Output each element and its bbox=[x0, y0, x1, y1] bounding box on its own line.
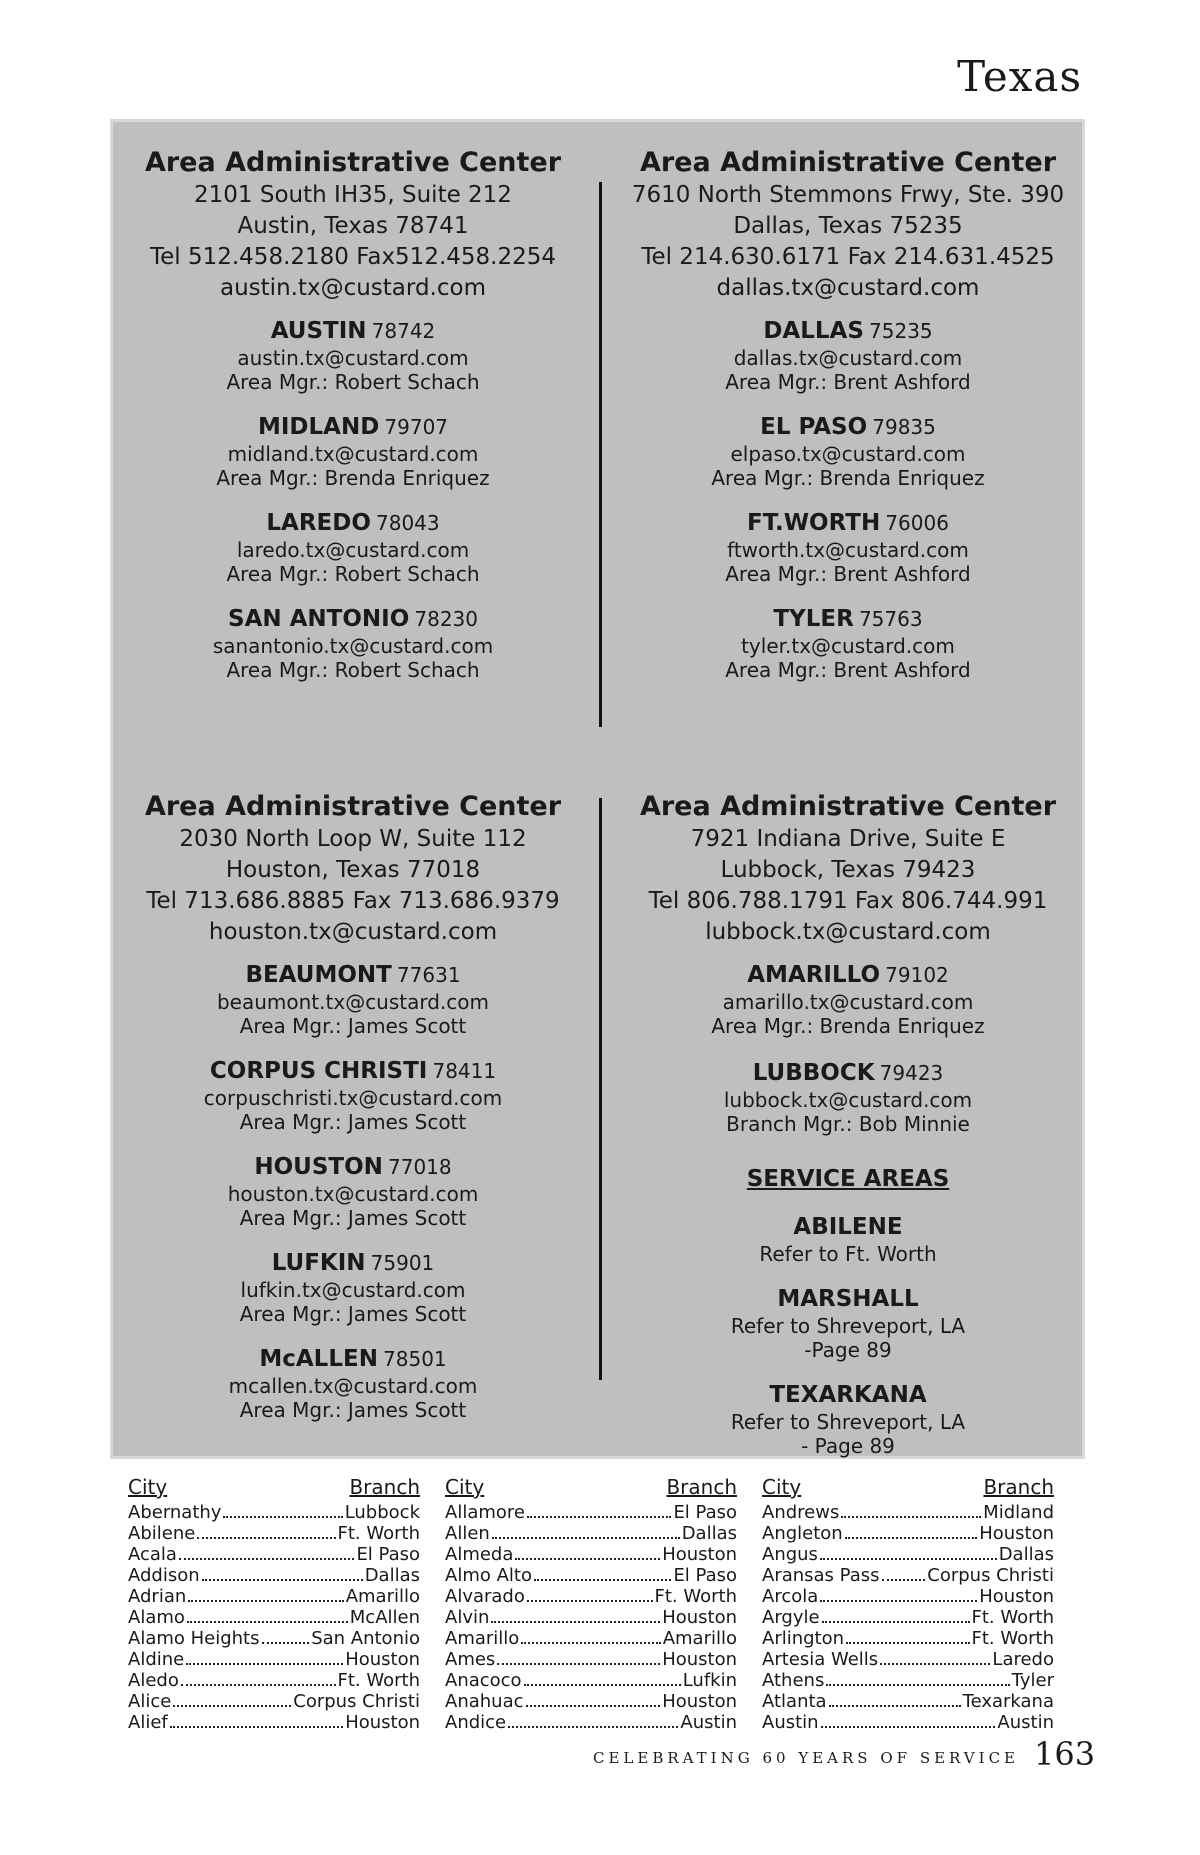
index-city: Abilene bbox=[128, 1523, 196, 1544]
dot-leader bbox=[497, 1663, 660, 1665]
index-branch: Ft. Worth bbox=[971, 1628, 1054, 1649]
lubbock-region bbox=[608, 790, 1088, 1476]
index-row bbox=[128, 1523, 420, 1544]
index-header bbox=[445, 1474, 737, 1500]
dot-leader bbox=[186, 1663, 343, 1665]
branch-manager: Area Mgr.: Robert Schach bbox=[226, 562, 480, 586]
index-row bbox=[128, 1670, 420, 1691]
index-branch: Midland bbox=[983, 1502, 1054, 1523]
index-row bbox=[445, 1649, 737, 1670]
branch-manager: Area Mgr.: Brenda Enriquez bbox=[711, 466, 985, 490]
admin-center-title: Area Administrative Center bbox=[144, 791, 562, 822]
page-number: 163 bbox=[1034, 1735, 1096, 1773]
branch-name: McALLEN bbox=[259, 1346, 378, 1372]
branch-name: LAREDO bbox=[266, 510, 371, 536]
index-city: Austin bbox=[762, 1712, 819, 1733]
admin-center bbox=[113, 146, 593, 304]
index-city: Arlington bbox=[762, 1628, 845, 1649]
index-branch: Dallas bbox=[364, 1565, 420, 1586]
branch-office bbox=[113, 414, 593, 490]
dot-leader bbox=[841, 1516, 981, 1518]
index-row bbox=[445, 1523, 737, 1544]
admin-center bbox=[608, 146, 1088, 304]
index-city: Angleton bbox=[762, 1523, 843, 1544]
dot-leader bbox=[515, 1558, 660, 1560]
service-areas-heading: SERVICE AREAS bbox=[746, 1166, 950, 1192]
dot-leader bbox=[223, 1516, 342, 1518]
branch-name: TYLER bbox=[773, 606, 854, 632]
dot-leader bbox=[880, 1663, 990, 1665]
index-branch: Tyler bbox=[1011, 1670, 1054, 1691]
admin-center-email: lubbock.tx@custard.com bbox=[705, 919, 991, 945]
branch-zip: 75763 bbox=[858, 607, 923, 631]
service-area bbox=[608, 1212, 1088, 1266]
dot-leader bbox=[170, 1726, 343, 1728]
austin-region bbox=[113, 146, 593, 702]
branch-office-heading bbox=[608, 318, 1088, 346]
dot-leader bbox=[526, 1705, 661, 1707]
service-area bbox=[608, 1380, 1088, 1458]
index-city: Alamo Heights bbox=[128, 1628, 260, 1649]
dot-leader bbox=[846, 1642, 969, 1644]
dot-leader bbox=[829, 1705, 961, 1707]
index-branch: Houston bbox=[662, 1691, 737, 1712]
admin-center-phone: Tel 512.458.2180 Fax512.458.2254 bbox=[149, 244, 557, 270]
dot-leader bbox=[524, 1684, 681, 1686]
branch-name: AUSTIN bbox=[270, 318, 367, 344]
admin-center-address: 2101 South IH35, Suite 212 bbox=[194, 182, 512, 208]
offices-panel bbox=[110, 119, 1085, 1459]
branch-manager: Area Mgr.: Brent Ashford bbox=[725, 658, 971, 682]
branch-name: CORPUS CHRISTI bbox=[209, 1058, 428, 1084]
branch-office-heading bbox=[113, 606, 593, 634]
city-index-column bbox=[445, 1474, 737, 1733]
index-branch: Houston bbox=[662, 1649, 737, 1670]
index-branch: Houston bbox=[345, 1649, 420, 1670]
index-branch: Houston bbox=[979, 1586, 1054, 1607]
branch-email: elpaso.tx@custard.com bbox=[730, 442, 966, 466]
branch-name: FT.WORTH bbox=[747, 510, 881, 536]
admin-center-city: Dallas, Texas 75235 bbox=[733, 213, 963, 239]
index-header bbox=[128, 1474, 420, 1500]
branch-email: laredo.tx@custard.com bbox=[236, 538, 470, 562]
index-branch: El Paso bbox=[673, 1565, 737, 1586]
index-row bbox=[762, 1523, 1054, 1544]
index-branch: Ft. Worth bbox=[971, 1607, 1054, 1628]
service-area-note: Refer to Ft. Worth bbox=[759, 1242, 937, 1266]
branch-office bbox=[113, 606, 593, 682]
branch-email: amarillo.tx@custard.com bbox=[722, 990, 974, 1014]
index-city: Alice bbox=[128, 1691, 172, 1712]
branch-office-heading bbox=[113, 1058, 593, 1086]
branch-office bbox=[113, 1346, 593, 1422]
branch-office bbox=[608, 510, 1088, 586]
branch-office-heading bbox=[113, 1346, 593, 1374]
branch-column-header: Branch bbox=[666, 1475, 737, 1499]
dot-leader bbox=[188, 1600, 343, 1602]
branch-office bbox=[608, 414, 1088, 490]
index-city: Alvarado bbox=[445, 1586, 525, 1607]
admin-center-title: Area Administrative Center bbox=[639, 791, 1057, 822]
branch-office-heading bbox=[608, 606, 1088, 634]
service-area-note: Refer to Shreveport, LA bbox=[730, 1410, 966, 1434]
index-header bbox=[762, 1474, 1054, 1500]
dot-leader bbox=[882, 1579, 926, 1581]
service-area-name: MARSHALL bbox=[777, 1286, 919, 1312]
index-city: Anahuac bbox=[445, 1691, 524, 1712]
index-branch: Corpus Christi bbox=[293, 1691, 420, 1712]
branch-manager: Area Mgr.: James Scott bbox=[239, 1302, 467, 1326]
index-branch: Dallas bbox=[681, 1523, 737, 1544]
index-branch: Ft. Worth bbox=[654, 1586, 737, 1607]
index-branch: Houston bbox=[345, 1712, 420, 1733]
index-branch: Houston bbox=[979, 1523, 1054, 1544]
index-row bbox=[128, 1544, 420, 1565]
branch-office bbox=[608, 318, 1088, 394]
index-row bbox=[445, 1628, 737, 1649]
service-area-name: ABILENE bbox=[793, 1214, 903, 1240]
dot-leader bbox=[527, 1516, 671, 1518]
dot-leader bbox=[820, 1600, 977, 1602]
service-area-note: - Page 89 bbox=[801, 1434, 895, 1458]
dot-leader bbox=[508, 1726, 678, 1728]
admin-center-address: 7610 North Stemmons Frwy, Ste. 390 bbox=[631, 182, 1065, 208]
index-row bbox=[762, 1565, 1054, 1586]
dot-leader bbox=[173, 1705, 291, 1707]
branch-email: tyler.tx@custard.com bbox=[741, 634, 955, 658]
branch-manager: Area Mgr.: James Scott bbox=[239, 1110, 467, 1134]
branch-email: mcallen.tx@custard.com bbox=[228, 1374, 478, 1398]
branch-zip: 78742 bbox=[371, 319, 436, 343]
branch-manager: Area Mgr.: Brent Ashford bbox=[725, 562, 971, 586]
page-title: Texas bbox=[957, 52, 1082, 101]
index-row bbox=[128, 1628, 420, 1649]
index-city: Almo Alto bbox=[445, 1565, 532, 1586]
dot-leader bbox=[826, 1684, 1009, 1686]
index-branch: Lufkin bbox=[682, 1670, 737, 1691]
houston-region bbox=[113, 790, 593, 1442]
branch-manager: Area Mgr.: James Scott bbox=[239, 1014, 467, 1038]
admin-center-phone: Tel 713.686.8885 Fax 713.686.9379 bbox=[146, 888, 560, 914]
index-row bbox=[445, 1607, 737, 1628]
branch-manager: Area Mgr.: Brenda Enriquez bbox=[216, 466, 490, 490]
index-city: Amarillo bbox=[445, 1628, 520, 1649]
admin-center-phone: Tel 806.788.1791 Fax 806.744.991 bbox=[648, 888, 1048, 914]
index-row bbox=[128, 1586, 420, 1607]
index-city: Anacoco bbox=[445, 1670, 522, 1691]
branch-name: HOUSTON bbox=[254, 1154, 383, 1180]
index-row bbox=[762, 1544, 1054, 1565]
branch-office-heading bbox=[113, 962, 593, 990]
branch-zip: 78230 bbox=[414, 607, 478, 631]
index-city: Angus bbox=[762, 1544, 818, 1565]
index-branch: Laredo bbox=[992, 1649, 1054, 1670]
city-index-column bbox=[128, 1474, 420, 1733]
index-city: Almeda bbox=[445, 1544, 514, 1565]
branch-zip: 78043 bbox=[376, 511, 440, 535]
index-row bbox=[445, 1586, 737, 1607]
branch-office-heading bbox=[113, 1154, 593, 1182]
service-area-note: Refer to Shreveport, LA bbox=[730, 1314, 966, 1338]
branch-zip: 79835 bbox=[872, 415, 936, 439]
column-divider bbox=[599, 798, 602, 1380]
branch-email: lubbock.tx@custard.com bbox=[723, 1088, 973, 1112]
index-branch: Austin bbox=[680, 1712, 737, 1733]
index-row bbox=[445, 1691, 737, 1712]
admin-center-email: houston.tx@custard.com bbox=[208, 919, 498, 945]
index-city: Acala bbox=[128, 1544, 177, 1565]
index-row bbox=[762, 1670, 1054, 1691]
branch-name: SAN ANTONIO bbox=[228, 606, 410, 632]
branch-manager: Area Mgr.: James Scott bbox=[239, 1398, 467, 1422]
index-branch: San Antonio bbox=[311, 1628, 420, 1649]
index-branch: Corpus Christi bbox=[927, 1565, 1054, 1586]
index-city: Alvin bbox=[445, 1607, 490, 1628]
dot-leader bbox=[181, 1684, 336, 1686]
index-city: Andice bbox=[445, 1712, 507, 1733]
dot-leader bbox=[820, 1558, 997, 1560]
index-branch: Dallas bbox=[998, 1544, 1054, 1565]
index-row bbox=[762, 1607, 1054, 1628]
index-branch: El Paso bbox=[356, 1544, 420, 1565]
dallas-region bbox=[608, 146, 1088, 702]
index-row bbox=[762, 1649, 1054, 1670]
index-branch: McAllen bbox=[349, 1607, 420, 1628]
branch-email: beaumont.tx@custard.com bbox=[216, 990, 490, 1014]
index-branch: Ft. Worth bbox=[337, 1523, 420, 1544]
index-row bbox=[128, 1565, 420, 1586]
index-branch: Houston bbox=[662, 1544, 737, 1565]
city-column-header: City bbox=[445, 1475, 485, 1499]
branch-email: corpuschristi.tx@custard.com bbox=[203, 1086, 503, 1110]
city-column-header: City bbox=[128, 1475, 168, 1499]
index-city: Aledo bbox=[128, 1670, 179, 1691]
branch-column-header: Branch bbox=[983, 1475, 1054, 1499]
branch-office bbox=[608, 1060, 1088, 1136]
index-row bbox=[128, 1649, 420, 1670]
branch-name: DALLAS bbox=[763, 318, 864, 344]
dot-leader bbox=[521, 1642, 660, 1644]
service-area-name: TEXARKANA bbox=[769, 1382, 927, 1408]
branch-office-heading bbox=[113, 414, 593, 442]
branch-zip: 76006 bbox=[885, 511, 949, 535]
branch-name: AMARILLO bbox=[747, 962, 881, 988]
index-row bbox=[762, 1586, 1054, 1607]
branch-manager: Branch Mgr.: Bob Minnie bbox=[726, 1112, 970, 1136]
branch-name: BEAUMONT bbox=[245, 962, 392, 988]
index-row bbox=[128, 1607, 420, 1628]
index-branch: Austin bbox=[997, 1712, 1054, 1733]
dot-leader bbox=[179, 1558, 354, 1560]
index-row bbox=[445, 1712, 737, 1733]
admin-center-email: dallas.tx@custard.com bbox=[716, 275, 980, 301]
index-branch: Texarkana bbox=[962, 1691, 1054, 1712]
dot-leader bbox=[821, 1726, 996, 1728]
index-row bbox=[762, 1502, 1054, 1523]
index-city: Allen bbox=[445, 1523, 490, 1544]
admin-center-address: 2030 North Loop W, Suite 112 bbox=[179, 826, 527, 852]
index-city: Addison bbox=[128, 1565, 200, 1586]
index-row bbox=[445, 1565, 737, 1586]
index-city: Alief bbox=[128, 1712, 168, 1733]
admin-center-city: Austin, Texas 78741 bbox=[237, 213, 469, 239]
branch-office-heading bbox=[608, 962, 1088, 990]
branch-name: MIDLAND bbox=[257, 414, 380, 440]
branch-zip: 79423 bbox=[879, 1061, 944, 1085]
branch-office bbox=[113, 962, 593, 1038]
branch-zip: 79707 bbox=[384, 415, 449, 439]
dot-leader bbox=[492, 1537, 680, 1539]
index-city: Athens bbox=[762, 1670, 825, 1691]
footer-tagline: CELEBRATING 60 YEARS OF SERVICE bbox=[593, 1749, 1019, 1767]
branch-email: austin.tx@custard.com bbox=[237, 346, 469, 370]
branch-zip: 77631 bbox=[396, 963, 461, 987]
branch-email: ftworth.tx@custard.com bbox=[727, 538, 969, 562]
branch-office bbox=[113, 318, 593, 394]
branch-manager: Area Mgr.: Robert Schach bbox=[226, 658, 480, 682]
dot-leader bbox=[202, 1579, 363, 1581]
dot-leader bbox=[527, 1600, 653, 1602]
branch-office-heading bbox=[608, 510, 1088, 538]
branch-office bbox=[113, 1154, 593, 1230]
branch-manager: Area Mgr.: James Scott bbox=[239, 1206, 467, 1230]
admin-center-title: Area Administrative Center bbox=[144, 147, 562, 178]
city-index-column bbox=[762, 1474, 1054, 1733]
index-row bbox=[445, 1544, 737, 1565]
index-row bbox=[445, 1502, 737, 1523]
index-row bbox=[445, 1670, 737, 1691]
branch-email: lufkin.tx@custard.com bbox=[240, 1278, 466, 1302]
index-city: Abernathy bbox=[128, 1502, 222, 1523]
branch-office bbox=[608, 962, 1088, 1038]
branch-email: midland.tx@custard.com bbox=[227, 442, 479, 466]
index-row bbox=[762, 1712, 1054, 1733]
admin-center-city: Houston, Texas 77018 bbox=[225, 857, 481, 883]
branch-office bbox=[113, 1250, 593, 1326]
dot-leader bbox=[187, 1621, 348, 1623]
admin-center-email: austin.tx@custard.com bbox=[220, 275, 486, 301]
index-city: Andrews bbox=[762, 1502, 840, 1523]
index-row bbox=[762, 1628, 1054, 1649]
branch-name: LUBBOCK bbox=[752, 1060, 875, 1086]
index-row bbox=[128, 1691, 420, 1712]
branch-office-heading bbox=[608, 414, 1088, 442]
admin-center bbox=[608, 790, 1088, 948]
dot-leader bbox=[534, 1579, 671, 1581]
branch-column-header: Branch bbox=[349, 1475, 420, 1499]
index-row bbox=[762, 1691, 1054, 1712]
dot-leader bbox=[491, 1621, 660, 1623]
branch-email: houston.tx@custard.com bbox=[227, 1182, 479, 1206]
index-branch: El Paso bbox=[673, 1502, 737, 1523]
index-branch: Houston bbox=[662, 1607, 737, 1628]
column-divider bbox=[599, 182, 602, 727]
branch-zip: 75901 bbox=[370, 1251, 435, 1275]
branch-office-heading bbox=[608, 1060, 1088, 1088]
index-city: Adrian bbox=[128, 1586, 187, 1607]
index-row bbox=[128, 1502, 420, 1523]
index-city: Allamore bbox=[445, 1502, 525, 1523]
branch-manager: Area Mgr.: Brent Ashford bbox=[725, 370, 971, 394]
city-column-header: City bbox=[762, 1475, 802, 1499]
dot-leader bbox=[822, 1621, 970, 1623]
branch-zip: 79102 bbox=[885, 963, 949, 987]
branch-zip: 77018 bbox=[388, 1155, 452, 1179]
index-city: Arcola bbox=[762, 1586, 819, 1607]
index-city: Aransas Pass bbox=[762, 1565, 880, 1586]
branch-manager: Area Mgr.: Robert Schach bbox=[226, 370, 480, 394]
dot-leader bbox=[262, 1642, 310, 1644]
index-branch: Lubbock bbox=[344, 1502, 420, 1523]
branch-name: EL PASO bbox=[760, 414, 868, 440]
branch-zip: 78411 bbox=[432, 1059, 497, 1083]
branch-office-heading bbox=[113, 1250, 593, 1278]
admin-center bbox=[113, 790, 593, 948]
branch-zip: 78501 bbox=[383, 1347, 447, 1371]
branch-office bbox=[113, 1058, 593, 1134]
index-city: Alamo bbox=[128, 1607, 185, 1628]
branch-manager: Area Mgr.: Brenda Enriquez bbox=[711, 1014, 985, 1038]
branch-office-heading bbox=[113, 510, 593, 538]
dot-leader bbox=[197, 1537, 335, 1539]
index-branch: Ft. Worth bbox=[337, 1670, 420, 1691]
service-area bbox=[608, 1284, 1088, 1362]
index-city: Ames bbox=[445, 1649, 496, 1670]
admin-center-address: 7921 Indiana Drive, Suite E bbox=[690, 826, 1006, 852]
admin-center-phone: Tel 214.630.6171 Fax 214.631.4525 bbox=[641, 244, 1055, 270]
index-branch: Amarillo bbox=[345, 1586, 420, 1607]
service-area-note: -Page 89 bbox=[804, 1338, 892, 1362]
admin-center-title: Area Administrative Center bbox=[639, 147, 1057, 178]
index-city: Artesia Wells bbox=[762, 1649, 879, 1670]
branch-zip: 75235 bbox=[869, 319, 933, 343]
branch-name: LUFKIN bbox=[271, 1250, 366, 1276]
index-city: Aldine bbox=[128, 1649, 185, 1670]
branch-email: dallas.tx@custard.com bbox=[733, 346, 963, 370]
index-row bbox=[128, 1712, 420, 1733]
admin-center-city: Lubbock, Texas 79423 bbox=[720, 857, 976, 883]
dot-leader bbox=[845, 1537, 977, 1539]
branch-office bbox=[608, 606, 1088, 682]
index-city: Atlanta bbox=[762, 1691, 827, 1712]
index-city: Argyle bbox=[762, 1607, 820, 1628]
index-branch: Amarillo bbox=[662, 1628, 737, 1649]
branch-email: sanantonio.tx@custard.com bbox=[212, 634, 494, 658]
branch-office-heading bbox=[113, 318, 593, 346]
branch-office bbox=[113, 510, 593, 586]
